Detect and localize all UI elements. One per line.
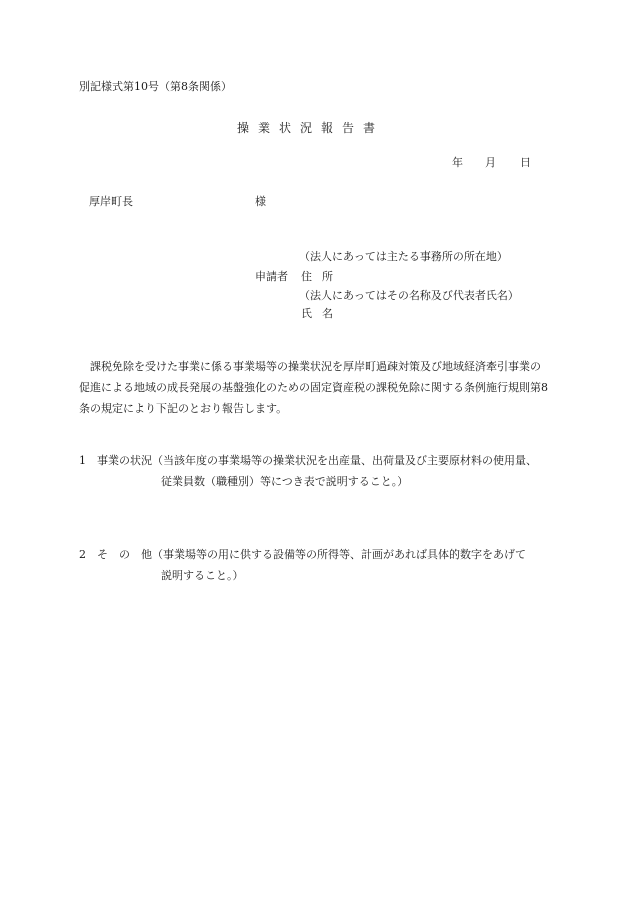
report-body-paragraph: 課税免除を受けた事業に係る事業場等の操業状況を厚岸町過疎対策及び地域経済牽引事業の促進による地域の成長発展の基盤強化のための固定資産税の課税免除に関する条例施行規則第8条の規定により下記のとおり報告します。 [79, 360, 548, 415]
item-business-status: 1 事業の状況（当該年度の事業場等の操業状況を出産量、出荷量及び主要原材料の使用量、 [79, 454, 537, 467]
address-note: （法人にあっては主たる事務所の所在地） [299, 250, 508, 263]
item-other: 2 そ の 他（事業場等の用に供する設備等の所得等、計画があれば具体的数字をあげて [79, 548, 526, 561]
date-year-label: 年 [452, 156, 463, 169]
date-day-label: 日 [520, 156, 531, 169]
address-label: 住所 [301, 270, 343, 283]
form-number: 別記様式第10号（第8条関係） [79, 80, 232, 93]
item-other-continued: 説明すること。） [161, 569, 244, 582]
date-month-label: 月 [485, 156, 496, 169]
addressee-honorific: 様 [255, 195, 266, 208]
date-line [452, 154, 531, 170]
name-note: （法人にあってはその名称及び代表者氏名） [299, 289, 519, 302]
addressee-name: 厚岸町長 [89, 195, 133, 208]
name-label: 氏名 [301, 307, 343, 320]
document-title: 操業状況報告書 [237, 121, 385, 135]
applicant-label: 申請者 [255, 270, 288, 283]
item-business-status-continued: 従業員数（職種別）等につき表で説明すること。） [161, 475, 409, 488]
